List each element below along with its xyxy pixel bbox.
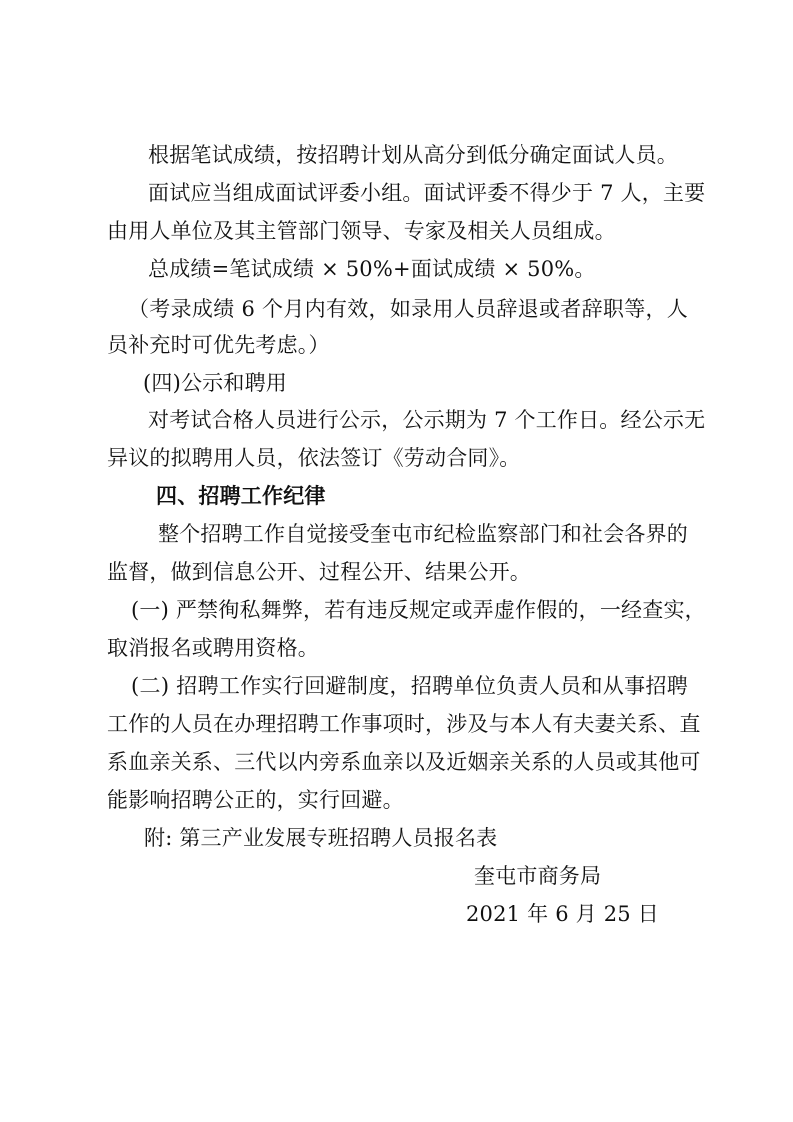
- paragraph-line: 能影响招聘公正的，实行回避。: [107, 788, 404, 812]
- paragraph-line: 整个招聘工作自觉接受奎屯市纪检监察部门和社会各界的: [158, 522, 688, 546]
- signature-organization: 奎屯市商务局: [474, 864, 602, 888]
- paragraph-line: 取消报名或聘用资格。: [107, 636, 319, 660]
- subsection-heading: (四)公示和聘用: [143, 371, 287, 395]
- paragraph-line: 异议的拟聘用人员，依法签订《劳动合同》。: [107, 446, 521, 470]
- paragraph-line: （考录成绩 6 个月内有效，如录用人员辞退或者辞职等，人: [128, 297, 688, 321]
- paragraph-line: (二) 招聘工作实行回避制度，招聘单位负责人员和从事招聘: [131, 674, 688, 698]
- paragraph-line: 根据笔试成绩，按招聘计划从高分到低分确定面试人员。: [148, 143, 678, 167]
- paragraph-line: 系血亲关系、三代以内旁系血亲以及近姻亲关系的人员或其他可: [107, 750, 701, 774]
- paragraph-line: (一) 严禁徇私舞弊，若有违反规定或弄虚作假的，一经查实，: [131, 598, 706, 622]
- attachment-note: 附: 第三产业发展专班招聘人员报名表: [144, 826, 498, 850]
- paragraph-line: 对考试合格人员进行公示，公示期为 7 个工作日。经公示无: [148, 408, 706, 432]
- paragraph-line: 由用人单位及其主管部门领导、专家及相关人员组成。: [107, 219, 616, 243]
- paragraph-line: 员补充时可优先考虑。）: [107, 333, 330, 357]
- paragraph-line: 工作的人员在办理招聘工作事项时，涉及与本人有夫妻关系、直: [107, 712, 701, 736]
- paragraph-line: 面试应当组成面试评委小组。面试评委不得少于 7 人，主要: [148, 181, 706, 205]
- section-heading: 四、招聘工作纪律: [156, 484, 326, 508]
- paragraph-line: 监督，做到信息公开、过程公开、结果公开。: [107, 560, 531, 584]
- paragraph-line: 总成绩=笔试成绩 × 50%+面试成绩 × 50%。: [148, 257, 596, 281]
- signature-date: 2021 年 6 月 25 日: [466, 902, 659, 926]
